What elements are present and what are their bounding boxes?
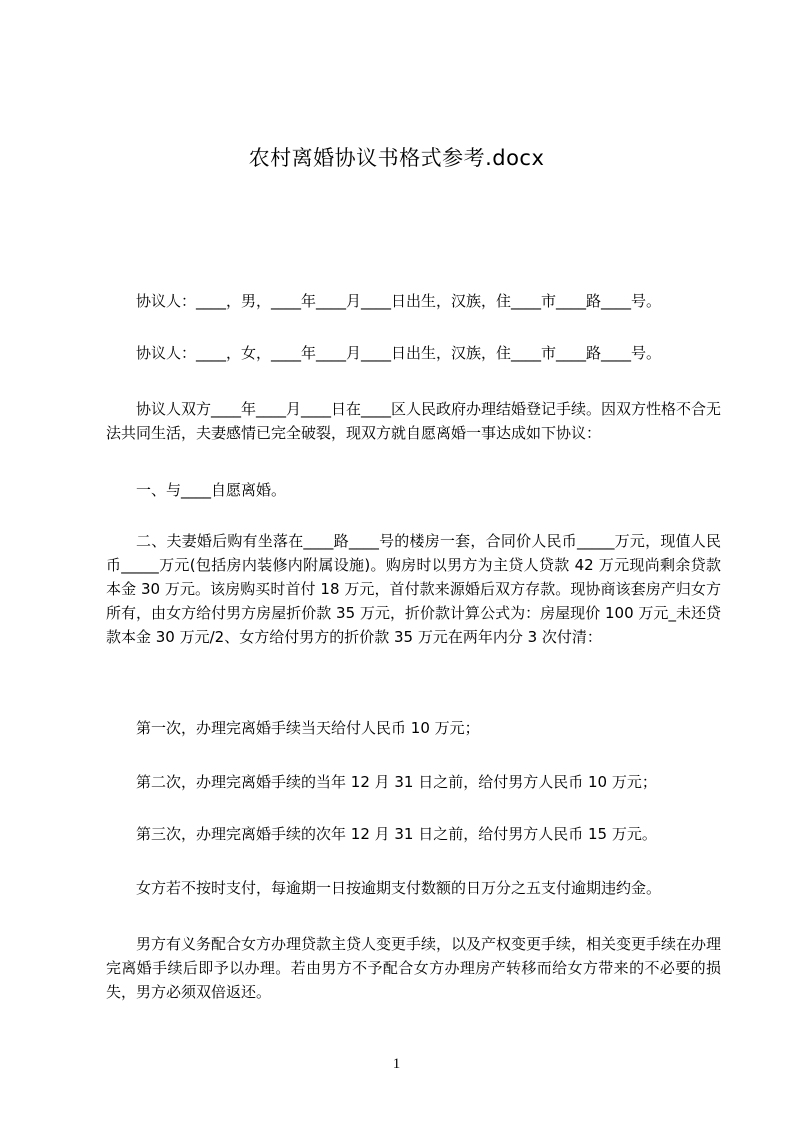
party-one-paragraph: 协议人：____，男，____年____月____日出生，汉族，住____市____路____号。: [136, 292, 662, 310]
late-payment-paragraph: 女方若不按时支付，每逾期一日按逾期支付数额的日万分之五支付逾期违约金。: [136, 879, 662, 897]
payment-third-paragraph: 第三次，办理完离婚手续的次年 12 月 31 日之前，给付男方人民币 15 万元。: [136, 825, 657, 843]
payment-second-paragraph: 第二次，办理完离婚手续的当年 12 月 31 日之前，给付男方人民币 10 万元；: [136, 773, 657, 791]
cooperation-paragraph: 男方有义务配合女方办理贷款主贷人变更手续，以及产权变更手续，相关变更手续在办理完离婚手续后即予以办理。若由男方不予配合女方办理房产转移而给女方带来的不必要的损失，男方必须双倍返还。: [106, 935, 722, 1001]
marriage-registration-paragraph: 协议人双方____年____月____日在____区人民政府办理结婚登记手续。因双方性格不合无法共同生活，夫妻感情已完全破裂，现双方就自愿离婚一事达成如下协议：: [106, 400, 722, 442]
clause-two-paragraph: 二、夫妻婚后购有坐落在____路____号的楼房一套，合同价人民币_____万元，现值人民币_____万元(包括房内装修内附属设施)。购房时以男方为主贷人贷款 42 万元现尚剩余贷款本金 30 万元。该房购买时首付 18 万元，首付款来源婚后双方存款。现协商该套房产归女方所有，由女方给付男方房屋折价款 35 万元，折价款计算公式为：房屋现价 100 万元_未还贷款本金 30 万元/2、女方给付男方的折价款 35 万元在两年内分 3 次付清：: [106, 532, 721, 646]
document-title: 农村离婚协议书格式参考.docx: [248, 146, 545, 170]
payment-first-paragraph: 第一次，办理完离婚手续当天给付人民币 10 万元；: [136, 719, 480, 737]
page-number: 1: [392, 1056, 401, 1072]
clause-one-paragraph: 一、与____自愿离婚。: [136, 481, 287, 499]
party-two-paragraph: 协议人：____，女，____年____月____日出生，汉族，住____市____路____号。: [136, 344, 662, 362]
